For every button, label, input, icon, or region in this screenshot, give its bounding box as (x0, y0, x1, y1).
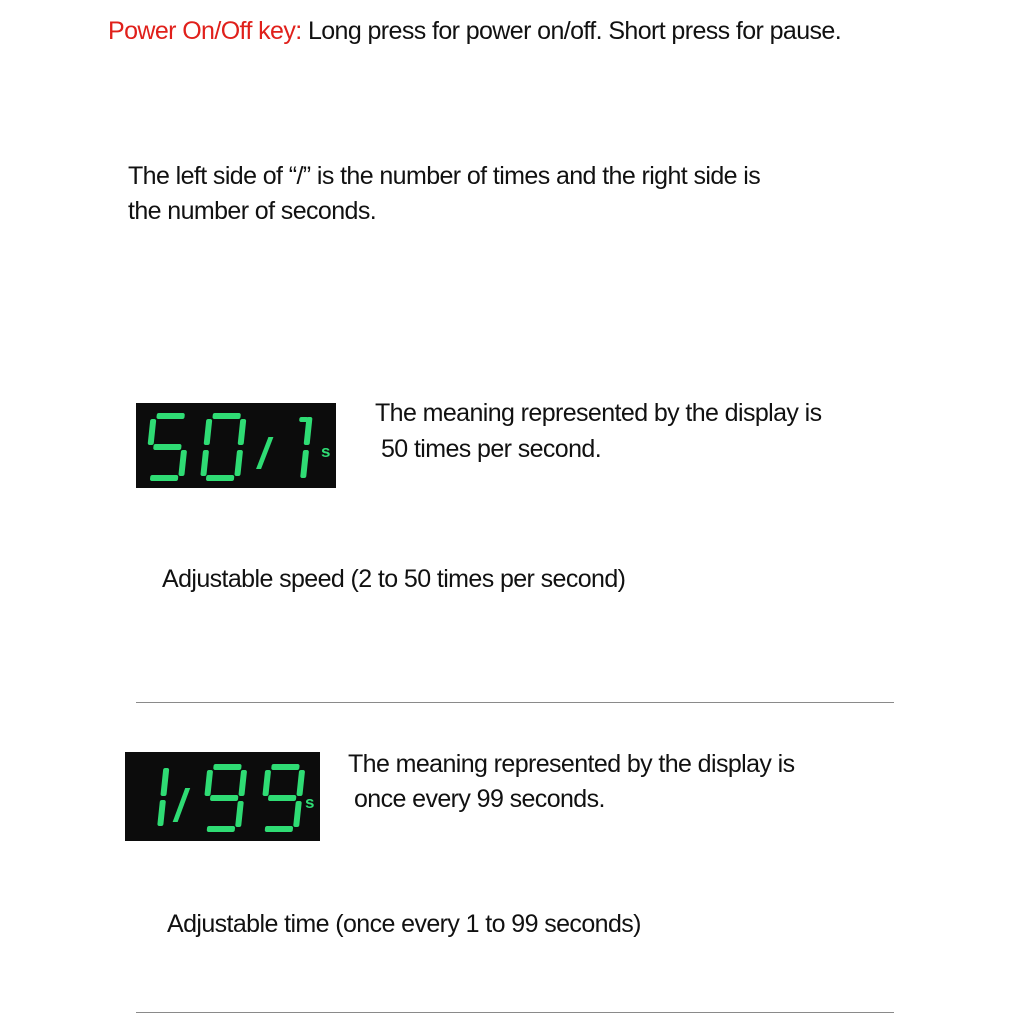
lcd-unit-s: s (305, 793, 315, 812)
power-key-line (108, 14, 841, 49)
lcd-digit-9 (259, 764, 306, 832)
lcd-unit-s: s (321, 442, 331, 461)
power-key-label: Power On/Off key: (108, 17, 302, 45)
lcd-display-svg-2 (125, 752, 320, 841)
power-key-description: Long press for power on/off. Short press for pause. (301, 17, 842, 45)
lcd-display-50-per-1s (136, 403, 336, 488)
section-divider-2 (136, 1012, 894, 1013)
intro-line-2: the number of seconds. (128, 197, 377, 225)
lcd-digit-1 (293, 417, 312, 478)
lcd-digit-1 (157, 768, 169, 826)
lcd-display-svg (136, 403, 336, 488)
lcd-slash (173, 788, 191, 822)
lcd-display-1-per-99s (125, 752, 320, 841)
lcd-digit-9 (201, 764, 248, 832)
section1-note: Adjustable speed (2 to 50 times per second) (162, 565, 626, 593)
lcd-slash (256, 437, 273, 469)
section2-meaning-line-2: once every 99 seconds. (354, 785, 605, 813)
lcd-digit-5 (144, 413, 191, 481)
section-divider-1 (136, 702, 894, 703)
section2-note: Adjustable time (once every 1 to 99 seconds) (167, 910, 641, 938)
section1-meaning-line-1: The meaning represented by the display is (375, 399, 822, 427)
section2-meaning-line-1: The meaning represented by the display is (348, 750, 795, 778)
lcd-digit-0 (200, 413, 247, 481)
intro-line-1: The left side of “/” is the number of times and the right side is (128, 162, 761, 190)
section1-meaning-line-2: 50 times per second. (381, 435, 602, 463)
